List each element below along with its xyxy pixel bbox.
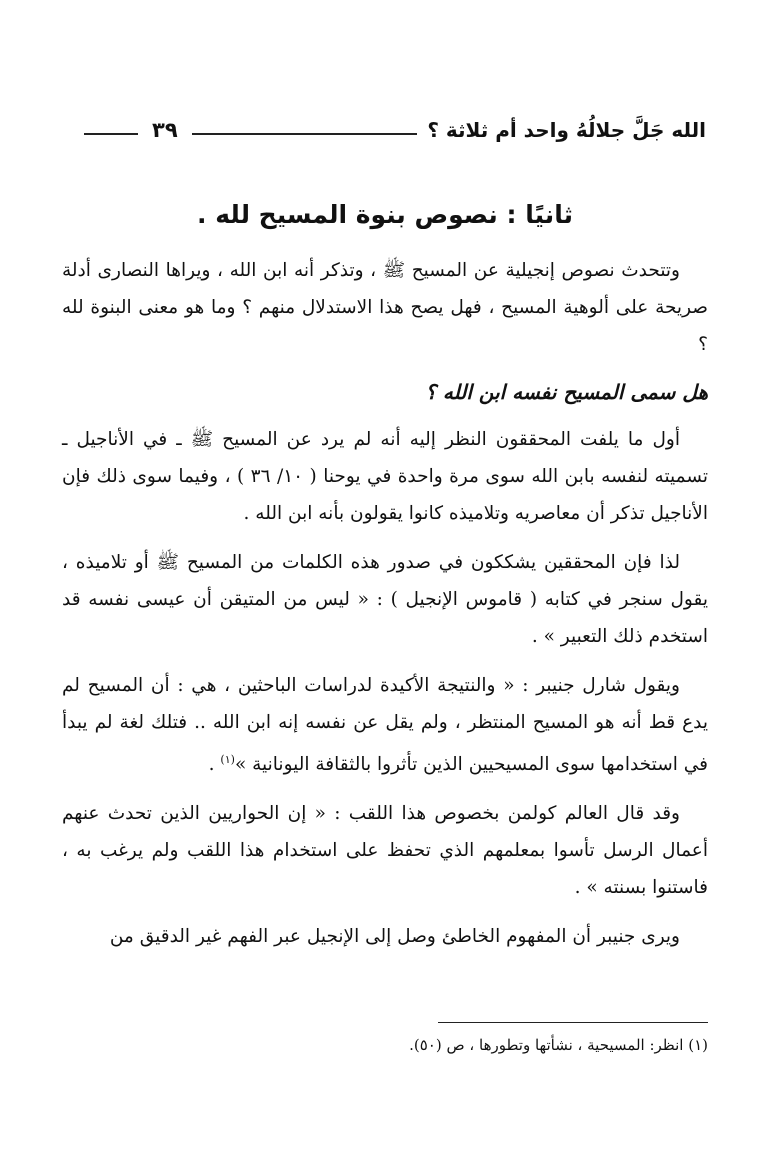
paragraph-2: أول ما يلفت المحققون النظر إليه أنه لم يرد عن المسيح ﷺ ـ في الأناجيل ـ تسميته لنفسه بابن الله سوى مرة واحدة في يوحنا ( ١٠/ ٣٦ ) ، وفيما سوى ذلك فإن الأناجيل تذكر أن معاصريه وتلاميذه كانوا يقولون بأنه ابن الله . [62, 429, 708, 524]
running-title: الله جَلَّ جلالُهُ واحد أم ثلاثة ؟ [427, 118, 706, 142]
paragraph-4-tail: . [208, 754, 221, 776]
paragraph-4 [62, 667, 708, 783]
footnote-marker: (١) [220, 753, 235, 766]
paragraph-5: وقد قال العالم كولمن بخصوص هذا اللقب : « إن الحواريين الذين تحدث عنهم أعمال الرسل تأسوا بمعلمهم الذي تحفظ على استخدام هذا اللقب ولم يرغب به ، فاستنوا بسنته » . [62, 803, 708, 899]
paragraph-3: لذا فإن المحققين يشككون في صدور هذه الكلمات من المسيح ﷺ أو تلاميذه ، يقول سنجر في كتابه ( قاموس الإنجيل ) : « ليس من المتيقن أن عيسى نفسه قد استخدم ذلك التعبير » . [62, 552, 708, 647]
paragraph-6: ويرى جنيبر أن المفهوم الخاطئ وصل إلى الإنجيل عبر الفهم غير الدقيق من [109, 926, 680, 948]
body-text [62, 252, 708, 967]
paragraph-1: وتتحدث نصوص إنجيلية عن المسيح ﷺ ، وتذكر أنه ابن الله ، ويراها النصارى أدلة صريحة على ألوهية المسيح ، فهل يصح هذا الاستدلال منهم ؟ وما هو معنى البنوة لله ؟ [62, 260, 708, 355]
header-rule-short [84, 133, 138, 135]
footnote: (١) انظر: المسيحية ، نشأتها وتطورها ، ص (٥٠). [409, 1036, 708, 1054]
footnote-rule [438, 1022, 708, 1023]
section-title: ثانيًا : نصوص بنوة المسيح لله . [197, 200, 573, 229]
subheading: هل سمى المسيح نفسه ابن الله ؟ [425, 380, 708, 404]
header-rule-long [192, 133, 418, 135]
running-header [84, 112, 706, 148]
paragraph-4-text: ويقول شارل جنيبر : « والنتيجة الأكيدة لدراسات الباحثين ، هي : أن المسيح لم يدع قط أنه هو المسيح المنتظر ، ولم يقل عن نفسه إنه ابن الله .. فتلك لغة لم يبدأ في استخدامها سوى المسيحيين الذين تأثروا بالثقافة اليونانية » [62, 675, 708, 776]
page-number: ٣٩ [152, 118, 178, 142]
